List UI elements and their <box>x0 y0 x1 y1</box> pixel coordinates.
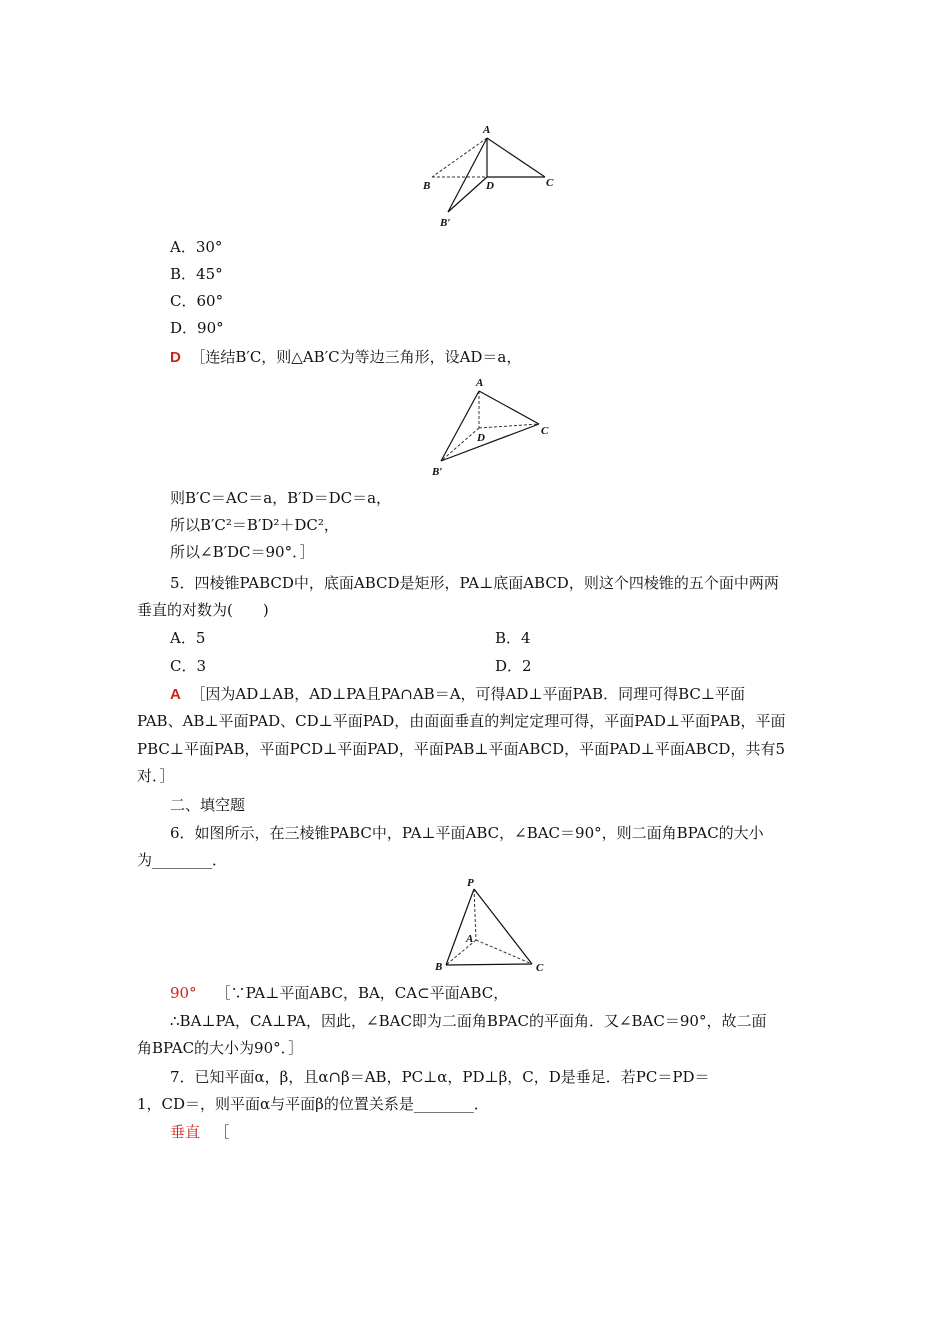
q5-stem-line-1: 5．四棱锥PABCD中，底面ABCD是矩形，PA⊥底面ABCD，则这个四棱锥的五个面中两两 <box>170 574 779 592</box>
q7-stem-line-2: 1，CD＝，则平面α与平面β的位置关系是________． <box>137 1095 489 1113</box>
q5-option-d: D．2 <box>495 657 532 675</box>
q4-option-a: A．30° <box>170 238 223 256</box>
q4-solution-line-1: D ［连结B′C，则△AB′C为等边三角形，设AD＝a， <box>170 348 522 366</box>
label-C: C <box>536 962 544 974</box>
q5-solution-line-4: 对．］ <box>137 767 175 785</box>
label-C: C <box>541 425 549 437</box>
q5-solution-line-3: PBC⊥平面PAB，平面PCD⊥平面PAD，平面PAB⊥平面ABCD，平面PAD⊥平面ABCD，共有5 <box>137 740 786 758</box>
label-Bp: B′ <box>440 217 451 229</box>
q5-option-a: A．5 <box>170 629 206 647</box>
q6-solution-line-1: 90° ［∵PA⊥平面ABC，BA，CA⊂平面ABC， <box>170 984 509 1002</box>
q5-option-b: B．4 <box>495 629 531 647</box>
label-A: A <box>483 124 491 136</box>
label-Bp: B′ <box>432 466 443 478</box>
q7-answer: 垂直 <box>170 1123 201 1141</box>
q5-stem-line-2: 垂直的对数为( ) <box>137 601 269 619</box>
q5-answer: A <box>170 686 181 703</box>
q6-stem-line-1: 6．如图所示，在三棱锥PABC中，PA⊥平面ABC，∠BAC＝90°，则二面角BPAC的大小 <box>170 824 764 842</box>
label-B: B <box>423 180 431 192</box>
section-heading: 二、填空题 <box>170 796 246 814</box>
label-C: C <box>546 177 554 189</box>
q5-solution-line-1: A ［因为AD⊥AB，AD⊥PA且PA∩AB＝A，可得AD⊥平面PAB．同理可得BC⊥平面 <box>170 685 745 703</box>
q6-stem-line-2: 为________． <box>137 851 228 869</box>
q5-option-c: C．3 <box>170 657 207 675</box>
label-D: D <box>477 432 485 444</box>
q6-solution-line-3: 角BPAC的大小为90°．］ <box>137 1039 304 1057</box>
q6-solution-line-2: ∴BA⊥PA，CA⊥PA，因此，∠BAC即为二面角BPAC的平面角．又∠BAC＝90°，故二面 <box>170 1012 767 1030</box>
q4-option-c: C．60° <box>170 292 224 310</box>
q4-solution-line-3: 所以B′C²＝B′D²＋DC²， <box>170 516 339 534</box>
q4-answer: D <box>170 349 181 366</box>
label-D: D <box>486 180 494 192</box>
q4-option-d: D．90° <box>170 319 224 337</box>
q7-stem-line-1: 7．已知平面α，β，且α∩β＝AB，PC⊥α，PD⊥β，C，D是垂足．若PC＝PD＝ <box>170 1068 710 1086</box>
label-A: A <box>476 377 484 389</box>
q4-solution-line-2: 则B′C＝AC＝a，B′D＝DC＝a， <box>170 489 392 507</box>
q6-answer: 90° <box>170 984 197 1002</box>
label-A: A <box>466 933 474 945</box>
label-B: B <box>435 961 443 973</box>
q4-option-b: B．45° <box>170 265 223 283</box>
q4-solution-line-4: 所以∠B′DC＝90°．］ <box>170 543 315 561</box>
q5-solution-line-2: PAB、AB⊥平面PAD、CD⊥平面PAD，由面面垂直的判定定理可得，平面PAD⊥平面PAB，平面 <box>137 712 786 730</box>
label-P: P <box>467 877 474 889</box>
q7-solution-line-1: 垂直 ［ <box>170 1123 230 1141</box>
